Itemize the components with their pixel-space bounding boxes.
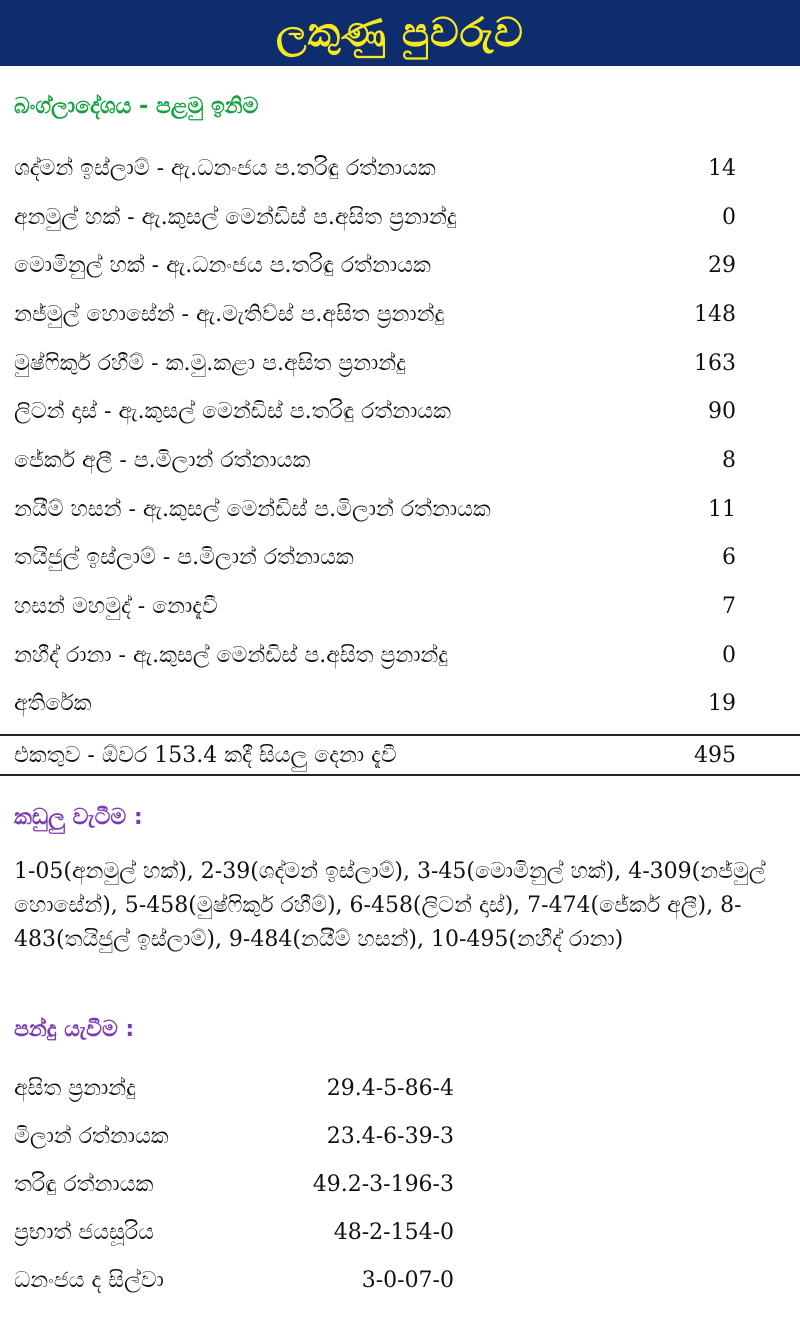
batter-dismissal: නයීම් හසන් - ඇ.කුසල් මෙන්ඩිස් ප.මිලාන් රත්නායක bbox=[14, 496, 491, 522]
innings-heading: බංග්ලාදේශය - පළමු ඉනිම bbox=[14, 94, 259, 119]
batting-row bbox=[14, 343, 736, 383]
total-runs: 495 bbox=[694, 742, 736, 768]
bowler-figures: 3-0-07-0 bbox=[361, 1267, 454, 1293]
batter-runs: 163 bbox=[694, 350, 736, 376]
batting-row bbox=[14, 197, 736, 237]
batter-runs: 148 bbox=[694, 301, 736, 327]
total-label: එකතුව - ඕවර 153.4 කදී සියලු දෙනා දැවී bbox=[14, 742, 397, 768]
batter-runs: 90 bbox=[708, 398, 736, 424]
batter-dismissal: අනමුල් හක් - ඇ.කුසල් මෙන්ඩිස් ප.අසිත ප්‍රනාන්දු bbox=[14, 204, 457, 230]
extras-runs: 19 bbox=[708, 690, 736, 716]
bowling-row bbox=[14, 1164, 454, 1204]
bowling-row bbox=[14, 1116, 454, 1156]
bowler-figures: 29.4-5-86-4 bbox=[326, 1075, 454, 1101]
batting-row bbox=[14, 440, 736, 480]
fow-heading: කඩුලු වැටීම : bbox=[14, 805, 143, 830]
bowling-heading: පන්දු යැවීම : bbox=[14, 1017, 135, 1042]
title-banner bbox=[0, 0, 800, 66]
batter-runs: 14 bbox=[708, 155, 736, 181]
batter-dismissal: ලිටන් දාස් - ඇ.කුසල් මෙන්ඩිස් ප.තරිඳු රත්නායක bbox=[14, 398, 451, 424]
batter-runs: 6 bbox=[722, 544, 736, 570]
batter-dismissal: හසන් මහමුද් - නොදැවී bbox=[14, 593, 218, 619]
batting-row bbox=[14, 391, 736, 431]
bowler-name: ධනංජය ද සිල්වා bbox=[14, 1267, 164, 1293]
bowler-figures: 23.4-6-39-3 bbox=[326, 1123, 454, 1149]
batter-runs: 0 bbox=[722, 204, 736, 230]
total-row bbox=[14, 735, 736, 775]
bowler-name: මිලාන් රත්නායක bbox=[14, 1123, 169, 1149]
batter-runs: 8 bbox=[722, 447, 736, 473]
bowler-figures: 48-2-154-0 bbox=[333, 1219, 454, 1245]
batting-row bbox=[14, 586, 736, 626]
extras-label: අතිරේක bbox=[14, 690, 92, 716]
batter-dismissal: මුෂ්ෆිකුර් රහීම් - ක.මු.කළා ප.අසිත ප්‍රනාන්දු bbox=[14, 350, 406, 376]
bowler-name: ප්‍රභාත් ජයසූරිය bbox=[14, 1219, 154, 1245]
fow-text: 1-05(අනමුල් හක්), 2-39(ශද්මන් ඉස්ලාම්), 3-45(මොමිනුල් හක්), 4-309(නජ්මුල් හොසේන්), 5-458(මුෂ්ෆිකුර් රහීම්), 6-458(ලිටන් දාස්), 7-474(ජේකර් අලී), 8-483(තයිජුල් ඉස්ලාම්), 9-484(නයීම් හසන්), 10-495(නහීද් රානා) bbox=[14, 859, 766, 952]
batter-dismissal: තයිජුල් ඉස්ලාම් - ප.මිලාන් රත්නායක bbox=[14, 544, 354, 570]
bowling-row bbox=[14, 1260, 454, 1300]
batting-row bbox=[14, 489, 736, 529]
batting-row bbox=[14, 148, 736, 188]
batting-row bbox=[14, 294, 736, 334]
batting-row bbox=[14, 245, 736, 285]
batter-dismissal: නජ්මුල් හොසේන් - ඇ.මැතිව්ස් ප.අසිත ප්‍රනාන්දු bbox=[14, 301, 445, 327]
bowling-row bbox=[14, 1068, 454, 1108]
bowler-name: තරිඳු රත්නායක bbox=[14, 1171, 154, 1197]
batter-runs: 7 bbox=[722, 593, 736, 619]
batting-row bbox=[14, 537, 736, 577]
batter-dismissal: ශද්මන් ඉස්ලාම් - ඇ.ධනංජය ප.තරිඳු රත්නායක bbox=[14, 155, 436, 181]
batting-row bbox=[14, 635, 736, 675]
batter-runs: 29 bbox=[708, 252, 736, 278]
page-title: ලකුණු පුවරුව bbox=[276, 10, 524, 56]
batter-runs: 11 bbox=[708, 496, 736, 522]
batter-runs: 0 bbox=[722, 642, 736, 668]
bowling-row bbox=[14, 1212, 454, 1252]
total-bottom-divider bbox=[0, 774, 800, 776]
bowler-name: අසිත ප්‍රනාන්දු bbox=[14, 1075, 136, 1101]
bowler-figures: 49.2-3-196-3 bbox=[312, 1171, 454, 1197]
batter-dismissal: මොමිනුල් හක් - ඇ.ධනංජය ප.තරිඳු රත්නායක bbox=[14, 252, 431, 278]
batter-dismissal: නහීද් රානා - ඇ.කුසල් මෙන්ඩිස් ප.අසිත ප්‍රනාන්දු bbox=[14, 642, 449, 668]
extras-row bbox=[14, 683, 736, 723]
batter-dismissal: ජේකර් අලී - ප.මිලාන් රත්නායක bbox=[14, 447, 311, 473]
